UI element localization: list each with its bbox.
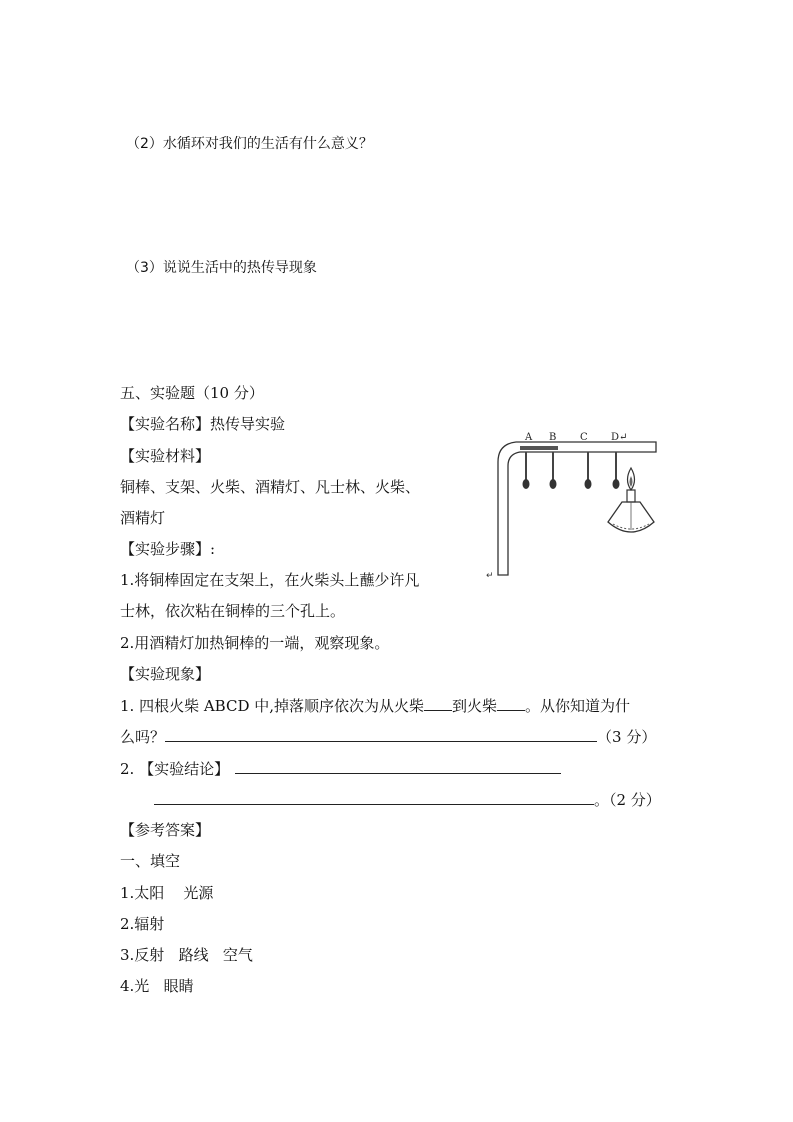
match-c xyxy=(585,452,592,489)
phenomenon-1-text-c: 。从你知道为什 xyxy=(525,697,631,715)
phenomena-label: 【实验现象】 xyxy=(120,665,211,683)
reason-answer-line[interactable] xyxy=(165,726,597,742)
phenomenon-1-cont xyxy=(120,726,656,747)
match-b xyxy=(550,452,557,489)
copper-rod-segment xyxy=(520,446,558,450)
conclusion-cont xyxy=(120,789,661,810)
conclusion-score: 。（2 分） xyxy=(594,791,661,809)
materials-label: 【实验材料】 xyxy=(120,447,211,465)
phenomenon-1-text-a: 1. 四根火柴 ABCD 中,掉落顺序依次为从火柴 xyxy=(120,697,425,715)
label-d: D↵ xyxy=(611,432,628,443)
answers-section-1: 一、填空 xyxy=(120,852,181,870)
answer-1: 1.太阳 光源 xyxy=(120,884,214,902)
heat-conduction-apparatus xyxy=(486,430,661,580)
experiment-name xyxy=(120,414,285,434)
step-2: 2.用酒精灯加热铜棒的一端，观察现象。 xyxy=(120,634,390,652)
section-5-title: 五、实验题（10 分） xyxy=(120,384,264,402)
alcohol-lamp xyxy=(608,468,654,532)
question-3: （3）说说生活中的热传导现象 xyxy=(126,260,317,276)
conclusion xyxy=(120,758,561,779)
step-1-line-1: 1.将铜棒固定在支架上，在火柴头上蘸少许凡 xyxy=(120,571,420,589)
phenomenon-1-text-b: 到火柴 xyxy=(452,697,498,715)
label-b: B xyxy=(549,432,557,443)
answer-2: 2.辐射 xyxy=(120,915,165,933)
match-blank-1[interactable] xyxy=(424,695,452,711)
conclusion-answer-line-2[interactable] xyxy=(154,789,594,805)
step-1-line-2: 士林，依次粘在铜棒的三个孔上。 xyxy=(120,602,346,620)
steps-label: 【实验步骤】: xyxy=(120,540,216,558)
label-a: A xyxy=(525,432,533,443)
match-blank-2[interactable] xyxy=(497,695,525,711)
answers-title: 【参考答案】 xyxy=(120,821,211,839)
materials-line-1: 铜棒、支架、火柴、酒精灯、凡士林、火柴、 xyxy=(120,478,421,496)
phenomenon-1-text-d: 么吗？ xyxy=(120,728,166,746)
answer-4: 4.光 眼睛 xyxy=(120,977,194,995)
experiment-name-value: 热传导实验 xyxy=(210,415,286,433)
answer-3: 3.反射 路线 空气 xyxy=(120,946,253,964)
question-2: （2）水循环对我们的生活有什么意义？ xyxy=(126,136,373,152)
match-a xyxy=(523,452,530,489)
materials-line-2: 酒精灯 xyxy=(120,509,166,527)
phenomenon-1-score: （3 分） xyxy=(597,728,657,746)
conclusion-answer-line-1[interactable] xyxy=(235,758,561,774)
return-mark: ↵ xyxy=(486,571,494,580)
label-c: C xyxy=(580,432,588,443)
experiment-name-label: 【实验名称】 xyxy=(120,415,211,433)
phenomenon-1 xyxy=(120,695,630,716)
support-stand xyxy=(498,442,656,575)
match-d xyxy=(613,452,620,489)
conclusion-label: 2. 【实验结论】 xyxy=(120,760,230,778)
